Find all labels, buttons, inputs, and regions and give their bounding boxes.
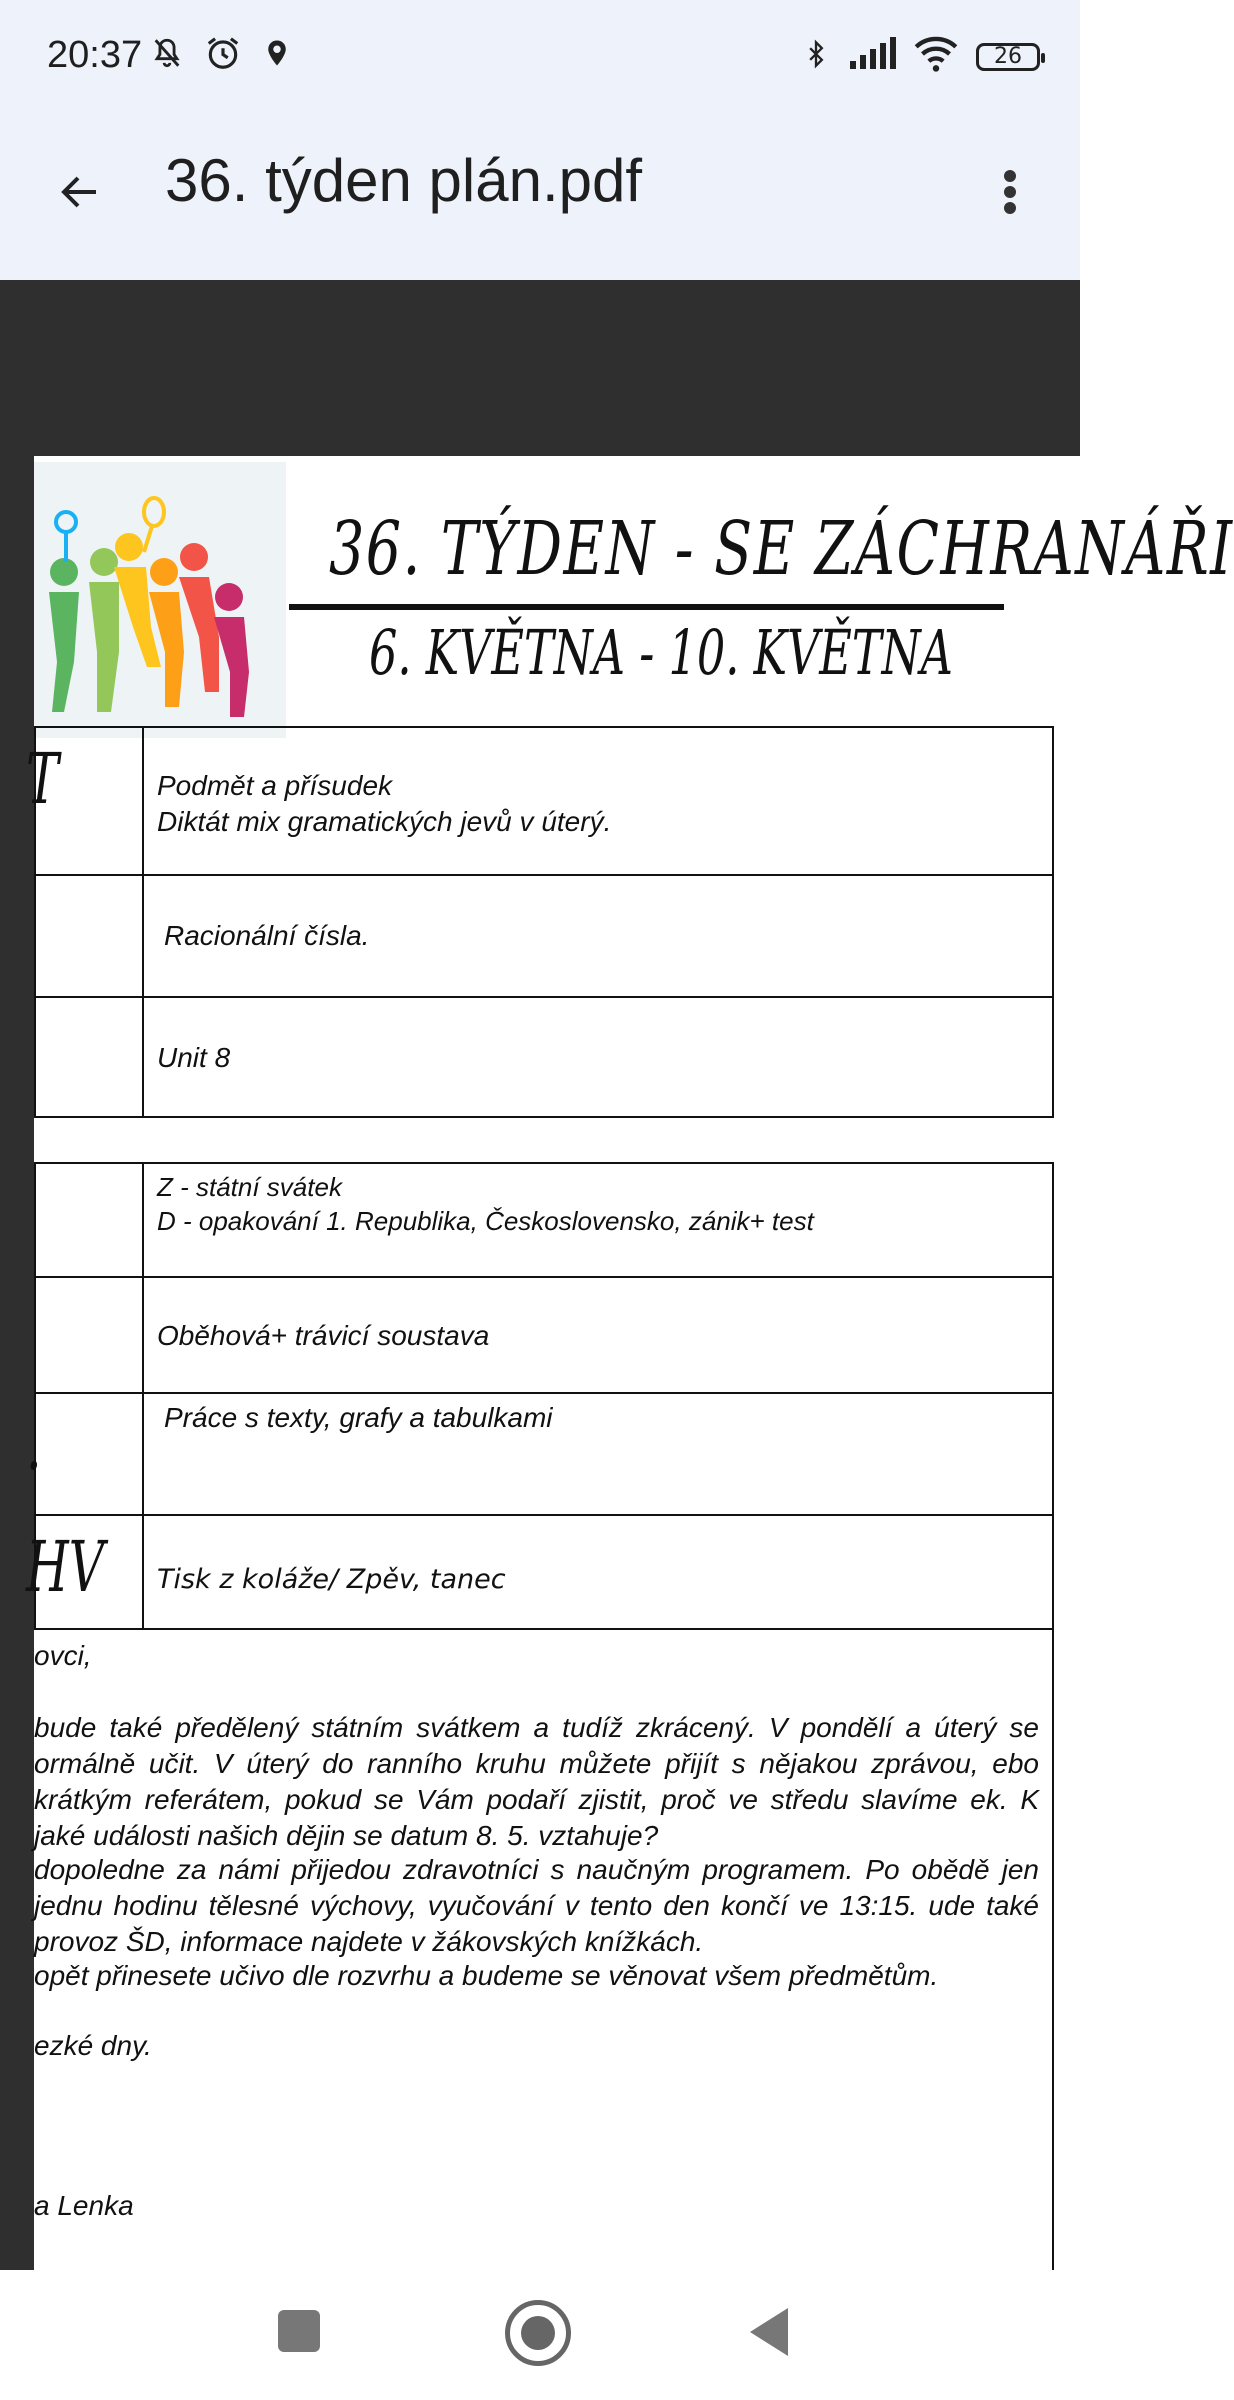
row-line: Diktát mix gramatických jevů v úterý.: [157, 806, 612, 837]
app-bar: [0, 112, 1080, 280]
title-underline: [289, 604, 1004, 610]
letter-text: [34, 1628, 1054, 2328]
arrow-back-icon: [56, 168, 104, 216]
more-options-button[interactable]: [970, 152, 1050, 232]
table-row: [34, 874, 1054, 998]
more-vert-icon: [1002, 168, 1018, 216]
letter-paragraph: dopoledne za námi přijedou zdravotníci s naučným programem. Po obědě jen jednu hodinu tělesné výchovy, vyučování v tento den končí ve 13:15. ude také provoz ŠD, informace najdete v žákovských knížkách.: [34, 1854, 1039, 1957]
table-row: [26, 1392, 1054, 1516]
alarm-icon: [204, 34, 242, 77]
document-dates: 6. KVĚTNA - 10. KVĚTNA: [369, 616, 953, 689]
letter-paragraph: opět přinesete učivo dle rozvrhu a budeme se věnovat všem předmětům.: [34, 1960, 939, 1991]
table-row: [34, 996, 1054, 1118]
row-content: [157, 1562, 1042, 1598]
back-button[interactable]: [40, 152, 120, 232]
row-content: [164, 1400, 1042, 1436]
navigation-bar: [0, 2270, 1080, 2400]
page-title: 36. týden plán.pdf: [165, 147, 643, 214]
battery-level: 26: [994, 44, 1022, 69]
row-content: [157, 1040, 1042, 1076]
letter-paragraph: ezké dny.: [34, 2030, 152, 2061]
battery-icon: [976, 43, 1040, 71]
row-content: [157, 1170, 1042, 1238]
bluetooth-icon: [802, 34, 830, 79]
bell-off-icon: [150, 34, 184, 77]
row-line: Oběhová+ trávicí soustava: [157, 1320, 490, 1351]
status-bar: [0, 0, 1080, 112]
location-icon: [262, 34, 292, 77]
letter-signature: a Lenka: [34, 2190, 134, 2221]
home-button[interactable]: [505, 2300, 571, 2366]
sport-figures-image: [34, 462, 286, 738]
table-row: [34, 1162, 1054, 1278]
row-content: [164, 918, 1042, 954]
pdf-page[interactable]: [26, 456, 1234, 2270]
subject-label: HV: [26, 1526, 105, 1608]
recents-button[interactable]: [278, 2310, 320, 2352]
signal-icon: [848, 37, 896, 76]
nav-back-button[interactable]: [750, 2308, 788, 2356]
status-icons-right: [802, 34, 1040, 79]
row-content: [157, 768, 1042, 840]
wifi-icon: [914, 36, 958, 77]
letter-paragraph: bude také předělený státním svátkem a tudíž zkrácený. V pondělí a úterý se ormálně učit. V úterý do ranního kruhu můžete přijít s nějakou zprávou, ebo krátkým referátem, pokud se Vám podaří zjistit, proč ve středu slavíme ek. K jaké události našich dějin se datum 8. 5. vztahuje?: [34, 1712, 1039, 1851]
row-line: Unit 8: [157, 1042, 231, 1073]
row-content: [157, 1318, 1042, 1354]
row-line: Z - státní svátek: [157, 1172, 342, 1202]
row-line: Práce s texty, grafy a tabulkami: [164, 1402, 553, 1433]
document-title: 36. TÝDEN - SE ZÁCHRANÁŘI: [329, 506, 1234, 592]
table-row: [26, 1514, 1054, 1630]
row-line: D - opakování 1. Republika, Československo, zánik+ test: [157, 1206, 814, 1236]
table-row: [26, 726, 1054, 876]
table-row: [34, 1276, 1054, 1394]
letter-greeting: ovci,: [34, 1640, 92, 1671]
row-line: Podmět a přísudek: [157, 770, 393, 801]
subject-label: T: [26, 738, 59, 820]
row-line: Racionální čísla.: [164, 920, 370, 951]
subject-label: .: [26, 1404, 42, 1486]
status-time: 20:37: [47, 34, 143, 76]
row-line: Tisk z koláže/ Zpěv, tanec: [157, 1564, 506, 1595]
status-icons-left: [150, 34, 292, 77]
